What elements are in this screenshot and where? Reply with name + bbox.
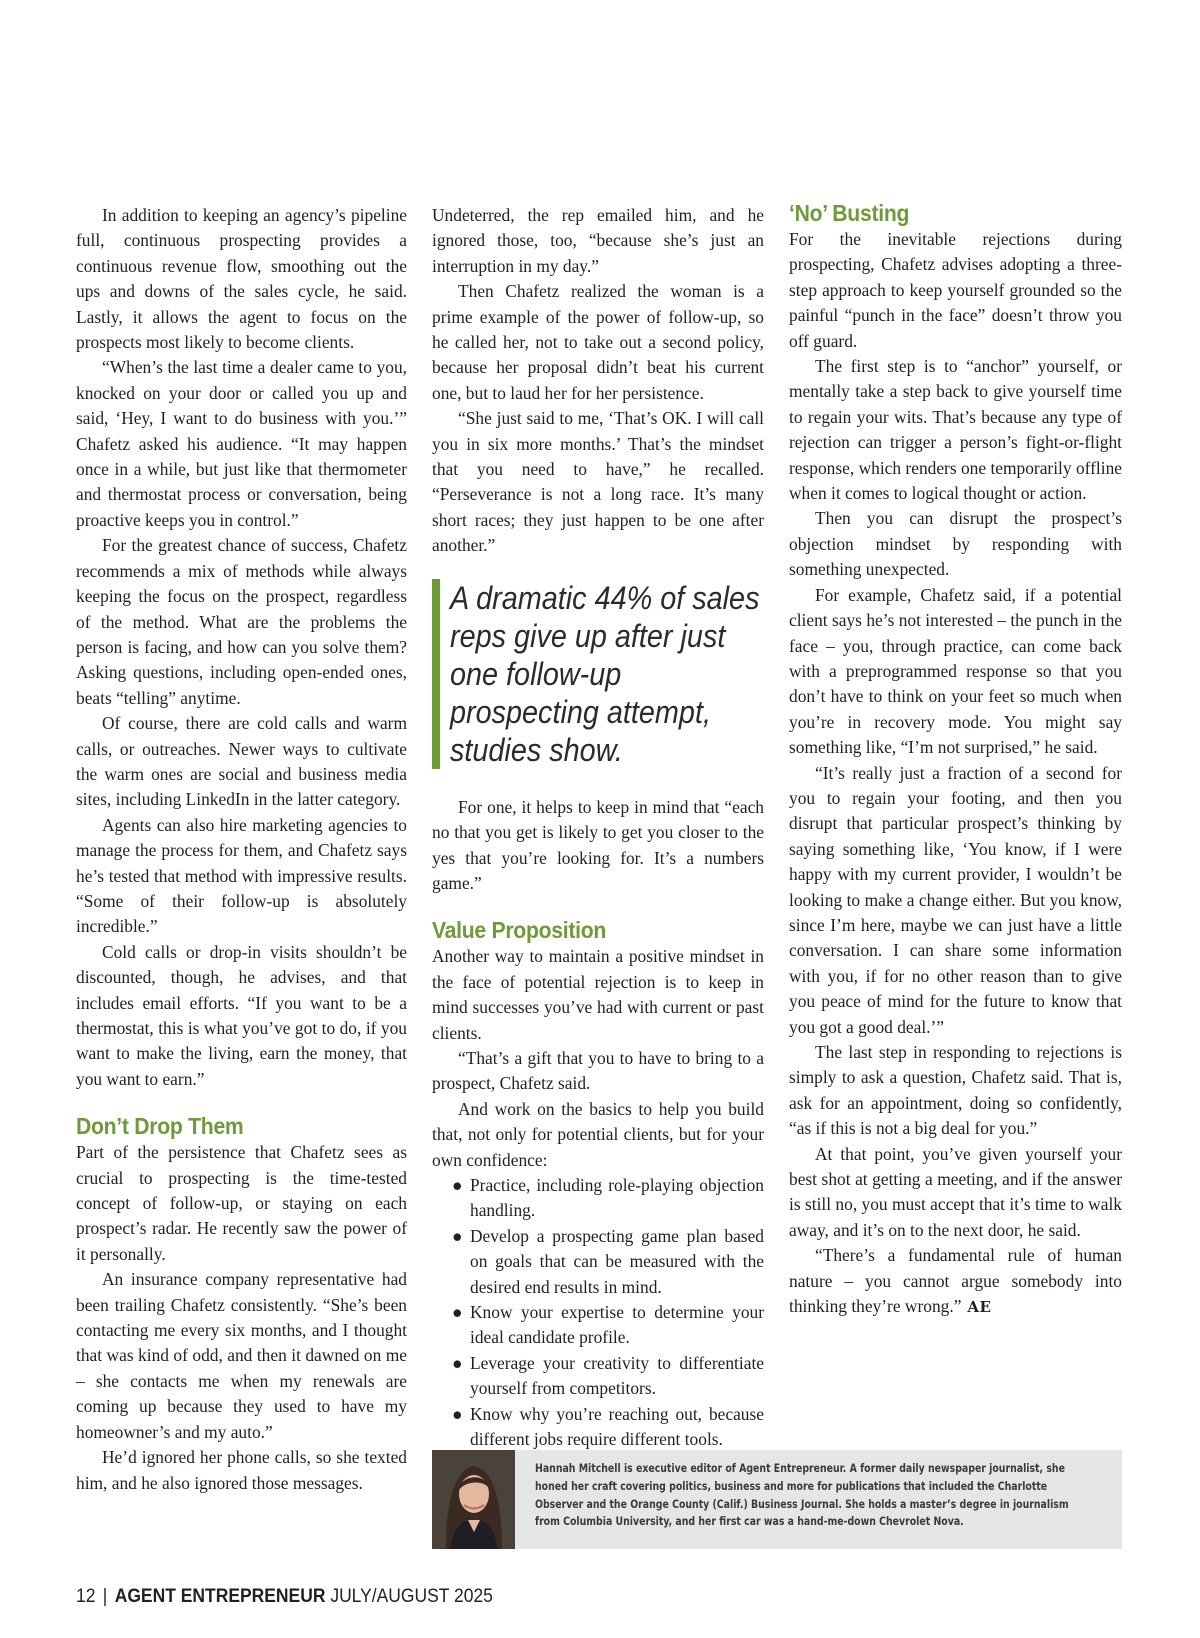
- list-item: [432, 1224, 764, 1300]
- paragraph: And work on the basics to help you build that, not only for potential clients, but for your own confidence:: [432, 1098, 764, 1170]
- tips-list: [432, 1173, 764, 1452]
- bullet-icon: ●: [452, 1302, 463, 1322]
- list-item-text: Know why you’re reaching out, because different jobs require different tools.: [470, 1403, 764, 1450]
- author-portrait-icon: [432, 1450, 515, 1549]
- pull-quote: A dramatic 44% of sales reps give up after just one follow-up prospecting attempt, studies show.: [432, 579, 774, 769]
- article-column-2: [432, 203, 764, 1452]
- paragraph: An insurance company representative had been trailing Chafetz consistently. “She’s been contacting me every six months, and I thought that was kind of odd, and then it dawned on me – she contacts me when my renewals are coming up because they used to have my homeowner’s and my auto.”: [76, 1269, 407, 1442]
- paragraph: “She just said to me, ‘That’s OK. I will call you in six more months.’ That’s the mindset that you need to have,” he recalled. “Perseverance is not a long race. It’s many short races; they just happen to be one after another.”: [432, 408, 764, 556]
- paragraph: For one, it helps to keep in mind that “each no that you get is likely to get you closer to the yes that you’re looking for. It’s a numbers game.”: [432, 796, 764, 893]
- paragraph: For the greatest chance of success, Chafetz recommends a mix of methods while always keeping the focus on the prospect, regardless of the method. What are the problems the person is facing, and how can you solve them? Asking questions, including open-ended ones, beats “telling” anytime.: [76, 535, 407, 708]
- magazine-title: AGENT ENTREPRENEUR: [114, 1586, 326, 1607]
- list-item-text: Leverage your creativity to differentiate yourself from competitors.: [470, 1352, 764, 1399]
- paragraph: Then Chafetz realized the woman is a prime example of the power of follow-up, so he called her, not to take out a second policy, because her proposal didn’t beat his current one, but to laud her for her persistence.: [432, 281, 764, 403]
- list-item: [432, 1173, 764, 1224]
- paragraph: He’d ignored her phone calls, so she texted him, and he also ignored those messages.: [76, 1447, 407, 1493]
- paragraph: [789, 1243, 1122, 1320]
- list-item-text: Practice, including role-playing objection handling.: [470, 1174, 764, 1221]
- article-column-1: [76, 203, 407, 1496]
- list-item: [432, 1351, 764, 1402]
- paragraph: “It’s really just a fraction of a second for you to regain your footing, and then you disrupt that particular prospect’s thinking by saying something like, ‘You know, if I were happy with my current provider, I wouldn’t be looking to make a change either. But you know, since I’m here, maybe we can just have a little conversation. I can share some information with you, if for no other reason than to give you peace of mind for the future to know that you got a good deal.’”: [789, 762, 1122, 1037]
- section-heading-value-proposition: Value Proposition: [432, 917, 607, 944]
- paragraph: Part of the persistence that Chafetz sees as crucial to prospecting is the time-tested concept of follow-up, or staying on each prospect’s radar. He recently saw the power of it personally.: [76, 1142, 407, 1264]
- end-mark-logo: AE: [967, 1298, 992, 1317]
- author-bio-box: [432, 1450, 1122, 1549]
- section-heading-dont-drop-them: Don’t Drop Them: [76, 1113, 244, 1140]
- paragraph: The last step in responding to rejections is simply to ask a question, Chafetz said. That is, ask for an appointment, doing so confidently, “as if this is not a big deal for you.”: [789, 1042, 1122, 1139]
- paragraph: The first step is to “anchor” yourself, or mentally take a step back to give yourself time to regain your wits. That’s because any type of rejection can trigger a person’s fight-or-flight response, which renders one temporarily offline when it comes to logical thought or action.: [789, 356, 1122, 504]
- paragraph: Another way to maintain a positive mindset in the face of potential rejection is to keep in mind successes you’ve had with current or past clients.: [432, 946, 764, 1043]
- author-bio-text: Hannah Mitchell is executive editor of Agent Entrepreneur. A former daily newspaper journalist, she honed her craft covering politics, business and more for publications that included the Charlotte Observer and the Orange County (Calif.) Business Journal. She holds a master’s degree in journalism from Columbia University, and her first car was a hand-me-down Chevrolet Nova.: [535, 1462, 1069, 1529]
- paragraph: Cold calls or drop-in visits shouldn’t be discounted, though, he advises, and that includes email efforts. “If you want to be a thermostat, this is what you’ve got to do, if you want to make the living, earn the money, that you want to earn.”: [76, 941, 407, 1089]
- bullet-icon: ●: [452, 1174, 463, 1195]
- page-number: 12: [76, 1586, 96, 1607]
- list-item: [432, 1402, 764, 1453]
- page-footer: [76, 1586, 493, 1608]
- author-photo: [432, 1450, 515, 1549]
- paragraph: Of course, there are cold calls and warm calls, or outreaches. Newer ways to cultivate the warm ones are social and business media sites, including LinkedIn in the latter category.: [76, 713, 407, 810]
- bullet-icon: ●: [452, 1403, 463, 1424]
- list-item-text: Know your expertise to determine your ideal candidate profile.: [470, 1302, 764, 1348]
- issue-date: JULY/AUGUST 2025: [330, 1586, 493, 1607]
- paragraph: At that point, you’ve given yourself your best shot at getting a meeting, and if the answer is still no, you must accept that it’s time to walk away, and it’s on to the next door, he said.: [789, 1143, 1122, 1240]
- closing-paragraph-text: “There’s a fundamental rule of human nature – you cannot argue somebody into thinking they’re wrong.”: [789, 1245, 1122, 1317]
- bullet-icon: ●: [452, 1352, 463, 1373]
- paragraph: In addition to keeping an agency’s pipeline full, continuous prospecting provides a continuous revenue flow, smoothing out the ups and downs of the sales cycle, he said. Lastly, it allows the agent to focus on the prospects most likely to become clients.: [76, 205, 407, 353]
- footer-separator: |: [102, 1586, 108, 1607]
- list-item: [432, 1300, 764, 1351]
- paragraph: For example, Chafetz said, if a potential client says he’s not interested – the punch in the face – you, through practice, can come back with a preprogrammed response so that you don’t have to think on your feet so much when you’re in recovery mode. You might say something like, “I’m not surprised,” he said.: [789, 584, 1122, 758]
- paragraph: For the inevitable rejections during prospecting, Chafetz advises adopting a three-step approach to keep yourself grounded so the painful “punch in the face” doesn’t throw you off guard.: [789, 229, 1122, 351]
- paragraph: “When’s the last time a dealer came to you, knocked on your door or called you up and said, ‘Hey, I want to do business with you.’” Chafetz asked his audience. “It may happen once in a while, but just like that thermometer and thermostat process or conversation, being proactive keeps you in control.”: [76, 357, 407, 530]
- list-item-text: Develop a prospecting game plan based on goals that can be measured with the desired end results in mind.: [470, 1225, 764, 1297]
- paragraph: “That’s a gift that you to have to bring to a prospect, Chafetz said.: [432, 1047, 764, 1094]
- paragraph: Undeterred, the rep emailed him, and he ignored those, too, “because she’s just an interruption in my day.”: [432, 205, 764, 276]
- section-heading-no-busting: ‘No’ Busting: [789, 200, 910, 226]
- paragraph: Agents can also hire marketing agencies to manage the process for them, and Chafetz says he’s tested that method with impressive results. “Some of their follow-up is absolutely incredible.”: [76, 814, 407, 937]
- article-column-3: [789, 199, 1122, 1320]
- paragraph: Then you can disrupt the prospect’s objection mindset by responding with something unexpected.: [789, 508, 1122, 580]
- bullet-icon: ●: [452, 1225, 463, 1246]
